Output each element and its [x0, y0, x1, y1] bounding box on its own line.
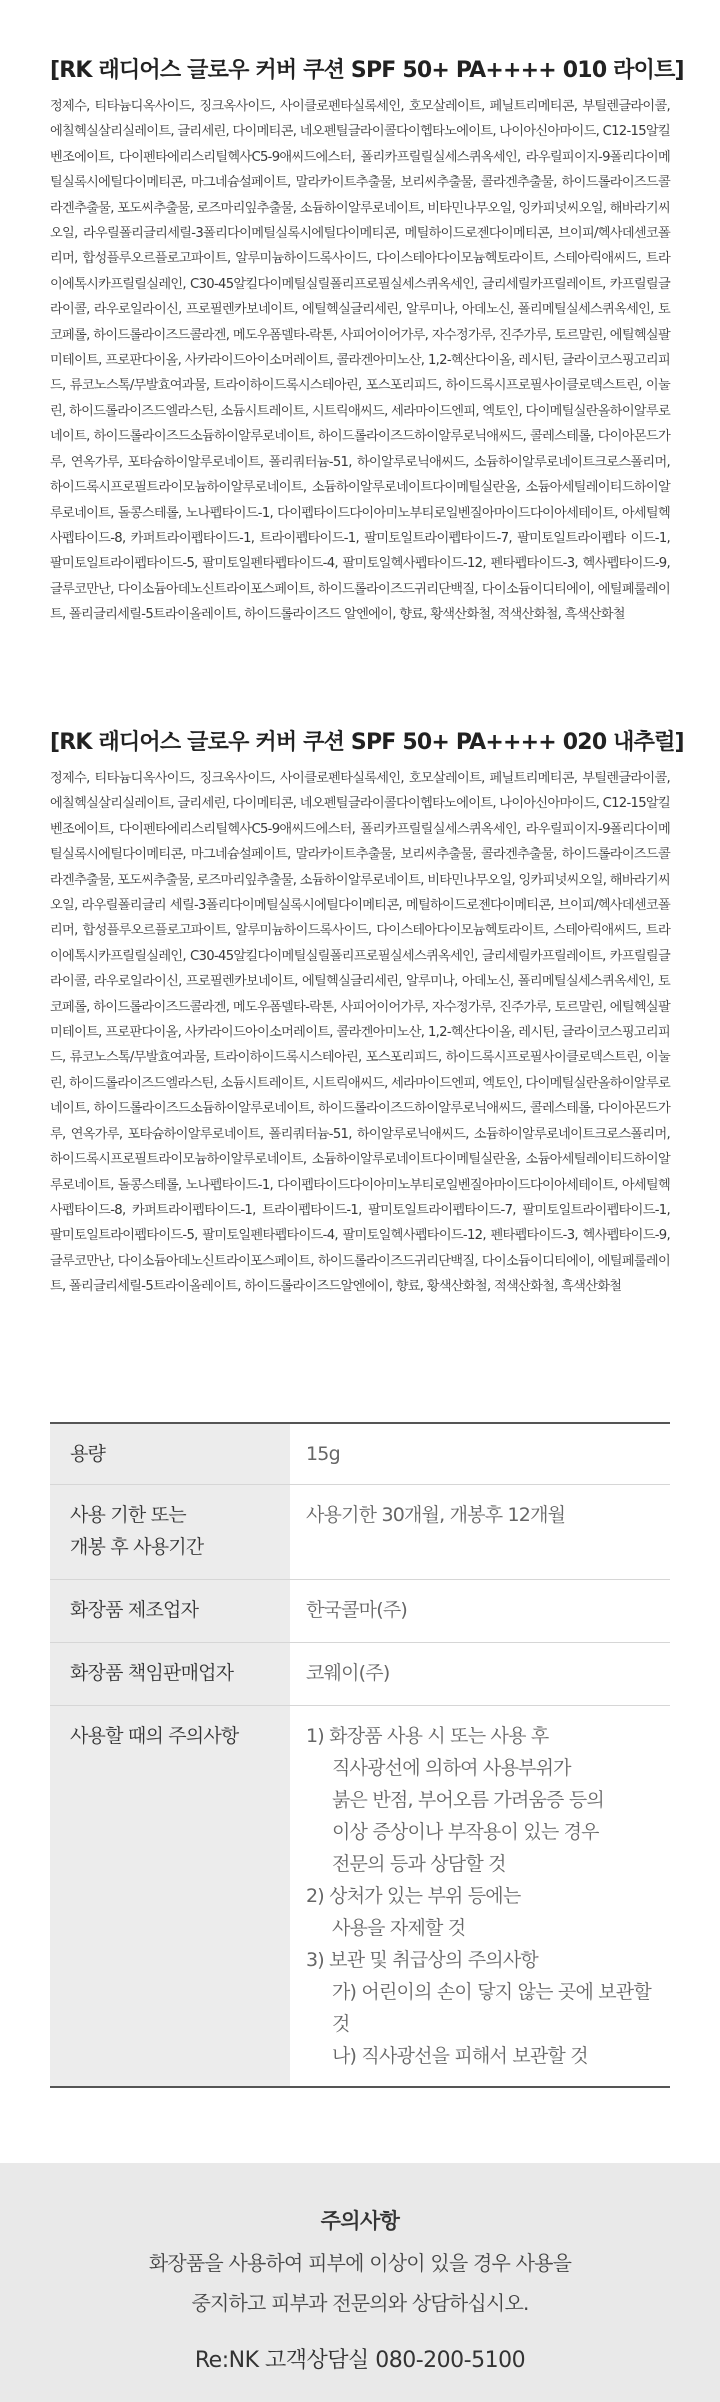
expiry-label-line: 개봉 후 사용기간	[70, 1536, 204, 1558]
manufacturer-value: 한국콜마(주)	[290, 1580, 670, 1643]
table-row	[50, 1485, 670, 1580]
precautions-value	[290, 1706, 670, 2088]
ingredients-list: 정제수, 티타늄디옥사이드, 징크옥사이드, 사이클로펜타실록세인, 호모살레이트, 페닐트리메티콘, 부틸렌글라이콜, 에칠헥실살리실레이트, 글리세린, 다이메티콘, 네오펜틸글라이콜다이헵타노에이트, 나이아신아마이드, C12-15알킬벤조에이트, 다이펜타에리스리틸헥사C5-9애씨드에스터, 폴리카프릴릴실세스퀴옥세인, 라우릴피이지-9폴리다이메틸실록시에틸다이메티콘, 마그네슘설페이트, 말라카이트추출물, 보리씨추출물, 콜라겐추출물, 하이드롤라이즈드콜라겐추출물, 포도씨추출물, 로즈마리잎추출물, 소듐하이알루로네이트, 비타민나무오일, 잉카피넛씨오일, 해바라기씨오일, 라우릴폴리글리세릴-3폴리다이메틸실록시에틸다이메티콘, 메틸하이드로젠다이메티콘, 브이피/헥사데센코폴리머, 합성플루오르플로고파이트, 알루미늄하이드록사이드, 다이스테아다이모늄헥토라이트, 스테아릭애씨드, 트라이에톡시카프릴릴실레인, C30-45알킬다이메틸실릴폴리프로필실세스퀴옥세인, 글리세릴카프릴레이트, 카프릴릴글라이콜, 라우로일라이신, 프로필렌카보네이트, 에틸헥실글리세린, 알루미나, 아데노신, 폴리메틸실세스퀴옥세인, 토코페롤, 하이드롤라이즈드콜라겐, 메도우폼델타-락톤, 사피어이어가루, 자수정가루, 진주가루, 토르말린, 에틸헥실팔미테이트, 프로판다이올, 사카라이드아이소머레이트, 콜라겐아미노산, 1,2-헥산다이올, 레시틴, 글라이코스핑고리피드, 류코노스톡/무발효여과물, 트라이하이드록시스테아린, 포스포리피드, 하이드록시프로필사이클로덱스트린, 이눌린, 하이드롤라이즈드엘라스틴, 소듐시트레이트, 시트릭애씨드, 세라마이드엔피, 엑토인, 다이메틸실란올하이알루로네이트, 하이드롤라이즈드소듐하이알루로네이트, 하이드롤라이즈드하이알루로닉애씨드, 콜레스테롤, 다이아몬드가루, 연옥가루, 포타슘하이알루로네이트, 폴리쿼터늄-51, 하이알루로닉애씨드, 소듐하이알루로네이트크로스폴리머, 하이드록시프로필트라이모늄하이알루로네이트, 소듐하이알루로네이트다이메틸실란올, 소듐아세틸레이티드하이알루로네이트, 돌콩스테롤, 노나펩타이드-1, 다이펩타이드다이아미노부티로일벤질아마이드다이아세테이트, 아세틸헥사펩타이드-8, 카퍼트라이펩타이드-1, 트라이펩타이드-1, 팔미토일트라이펩타이드-7, 팔미토일트라이펩타 이드-1, 팔미토일트라이펩타이드-5, 팔미토일펜타펩타이드-4, 팔미토일헥사펩타이드-12, 펜타펩타이드-3, 헥사펩타이드-9, 글루코만난, 다이소듐아데노신트라이포스페이트, 하이드롤라이즈드귀리단백질, 다이소듐이디티에이, 에틸폐룰레이트, 폴리글리세릴-5트라이올레이트, 하이드롤라이즈드 알엔에이, 향료, 황색산화철, 적색산화철, 흑색산화철	[50, 99, 671, 623]
seller-value: 코웨이(주)	[290, 1643, 670, 1706]
precaution-line: 사용을 자제할 것	[332, 1917, 466, 1939]
notice-title: 주의사항	[320, 2209, 400, 2233]
table-row	[50, 1706, 670, 2088]
customer-service-contact: Re:NK 고객상담실 080-200-5100	[194, 2348, 526, 2373]
precaution-line: 이상 증상이나 부작용이 있는 경우	[332, 1821, 599, 1843]
footer-notice	[0, 2163, 720, 2402]
precautions-label: 사용할 때의 주의사항	[50, 1706, 290, 2088]
precaution-line: 직사광선에 의하여 사용부위가	[332, 1757, 571, 1779]
precaution-line: 붉은 반점, 부어오름 가려움증 등의	[332, 1789, 604, 1811]
precaution-line: 가) 어린이의 손이 닿지 않는 곳에 보관할 것	[332, 1981, 651, 2035]
product-title: [RK 래디어스 글로우 커버 쿠션 SPF 50+ PA++++ 020 내추럴]	[50, 730, 684, 755]
seller-label: 화장품 책임판매업자	[50, 1643, 290, 1706]
notice-text: 화장품을 사용하여 피부에 이상이 있을 경우 사용을	[148, 2251, 572, 2275]
quantity-value: 15g	[306, 1443, 340, 1465]
product-info-table	[50, 1422, 670, 2088]
ingredients-section-010	[50, 56, 684, 628]
expiry-value: 사용기한 30개월, 개봉후 12개월	[290, 1485, 670, 1580]
precautions-list	[306, 1720, 670, 2072]
precaution-line: 나) 직사광선을 피해서 보관할 것	[332, 2045, 588, 2067]
table-row	[50, 1643, 670, 1706]
notice-text: 중지하고 피부과 전문의와 상담하십시오.	[191, 2291, 529, 2315]
precaution-line: 3) 보관 및 취급상의 주의사항	[306, 1949, 538, 1971]
quantity-label: 용량	[50, 1423, 290, 1485]
ingredients-list: 정제수, 티타늄디옥사이드, 징크옥사이드, 사이클로펜타실록세인, 호모살레이트, 페닐트리메티콘, 부틸렌글라이콜, 에칠헥실살리실레이트, 글리세린, 다이메티콘, 네오펜틸글라이콜다이헵타노에이트, 나이아신아마이드, C12-15알킬벤조에이트, 다이펜타에리스리틸헥사C5-9애씨드에스터, 폴리카프릴릴실세스퀴옥세인, 라우릴피이지-9폴리다이메틸실록시에틸다이메티콘, 마그네슘설페이트, 말라카이트추출물, 보리씨추출물, 콜라겐추출물, 하이드롤라이즈드콜라겐추출물, 포도씨추출물, 로즈마리잎추출물, 소듐하이알루로네이트, 비타민나무오일, 잉카피넛씨오일, 해바라기씨오일, 라우릴폴리글리 세릴-3폴리다이메틸실록시에틸다이메티콘, 메틸하이드로젠다이메티콘, 브이피/헥사데센코폴리머, 합성플루오르플로고파이트, 알루미늄하이드록사이드, 다이스테아다이모늄헥토라이트, 스테아릭애씨드, 트라이에톡시카프릴릴실레인, C30-45알킬다이메틸실릴폴리프로필실세스퀴옥세인, 글리세릴카프릴레이트, 카프릴릴글라이콜, 라우로일라이신, 프로필렌카보네이트, 에틸헥실글리세린, 알루미나, 아데노신, 폴리메틸실세스퀴옥세인, 토코페롤, 하이드롤라이즈드콜라겐, 메도우폼델타-락톤, 사피어이어가루, 자수정가루, 진주가루, 토르말린, 에틸헥실팔미테이트, 프로판다이올, 사카라이드아이소머레이트, 콜라겐아미노산, 1,2-헥산다이올, 레시틴, 글라이코스핑고리피드, 류코노스톡/무발효여과물, 트라이하이드록시스테아린, 포스포리피드, 하이드록시프로필사이클로덱스트린, 이눌린, 하이드롤라이즈드엘라스틴, 소듐시트레이트, 시트릭애씨드, 세라마이드엔피, 엑토인, 다이메틸실란올하이알루로네이트, 하이드롤라이즈드소듐하이알루로네이트, 하이드롤라이즈드하이알루로닉애씨드, 콜레스테롤, 다이아몬드가루, 연옥가루, 포타슘하이알루로네이트, 폴리쿼터늄-51, 하이알루로닉애씨드, 소듐하이알루로네이트크로스폴리머, 하이드록시프로필트라이모늄하이알루로네이트, 소듐하이알루로네이트다이메틸실란올, 소듐아세틸레이티드하이알루로네이트, 돌콩스테롤, 노나펩타이드-1, 다이펩타이드다이아미노부티로일벤질아마이드다이아세테이트, 아세틸헥사펩타이드-8, 카퍼트라이펩타이드-1, 트라이펩타이드-1, 팔미토일트라이펩타이드-7, 팔미토일트라이펩타이드-1, 팔미토일트라이펩타이드-5, 팔미토일펜타펩타이드-4, 팔미토일헥사펩타이드-12, 펜타펩타이드-3, 헥사펩타이드-9, 글루코만난, 다이소듐아데노신트라이포스페이트, 하이드롤라이즈드귀리단백질, 다이소듐이디티에이, 에틸페룰레이트, 폴리글리세릴-5트라이올레이트, 하이드롤라이즈드알엔에이, 향료, 황색산화철, 적색산화철, 흑색산화철	[50, 771, 671, 1295]
table-row	[50, 1580, 670, 1643]
expiry-label-line: 사용 기한 또는	[70, 1504, 186, 1526]
product-title: [RK 래디어스 글로우 커버 쿠션 SPF 50+ PA++++ 010 라이트]	[50, 58, 684, 83]
precaution-line: 전문의 등과 상담할 것	[332, 1853, 506, 1875]
precaution-line: 2) 상처가 있는 부위 등에는	[306, 1885, 521, 1907]
ingredients-section-020	[50, 728, 684, 1300]
table-row	[50, 1423, 670, 1485]
expiry-label	[50, 1485, 290, 1580]
precaution-line: 1) 화장품 사용 시 또는 사용 후	[306, 1725, 549, 1747]
manufacturer-label: 화장품 제조업자	[50, 1580, 290, 1643]
